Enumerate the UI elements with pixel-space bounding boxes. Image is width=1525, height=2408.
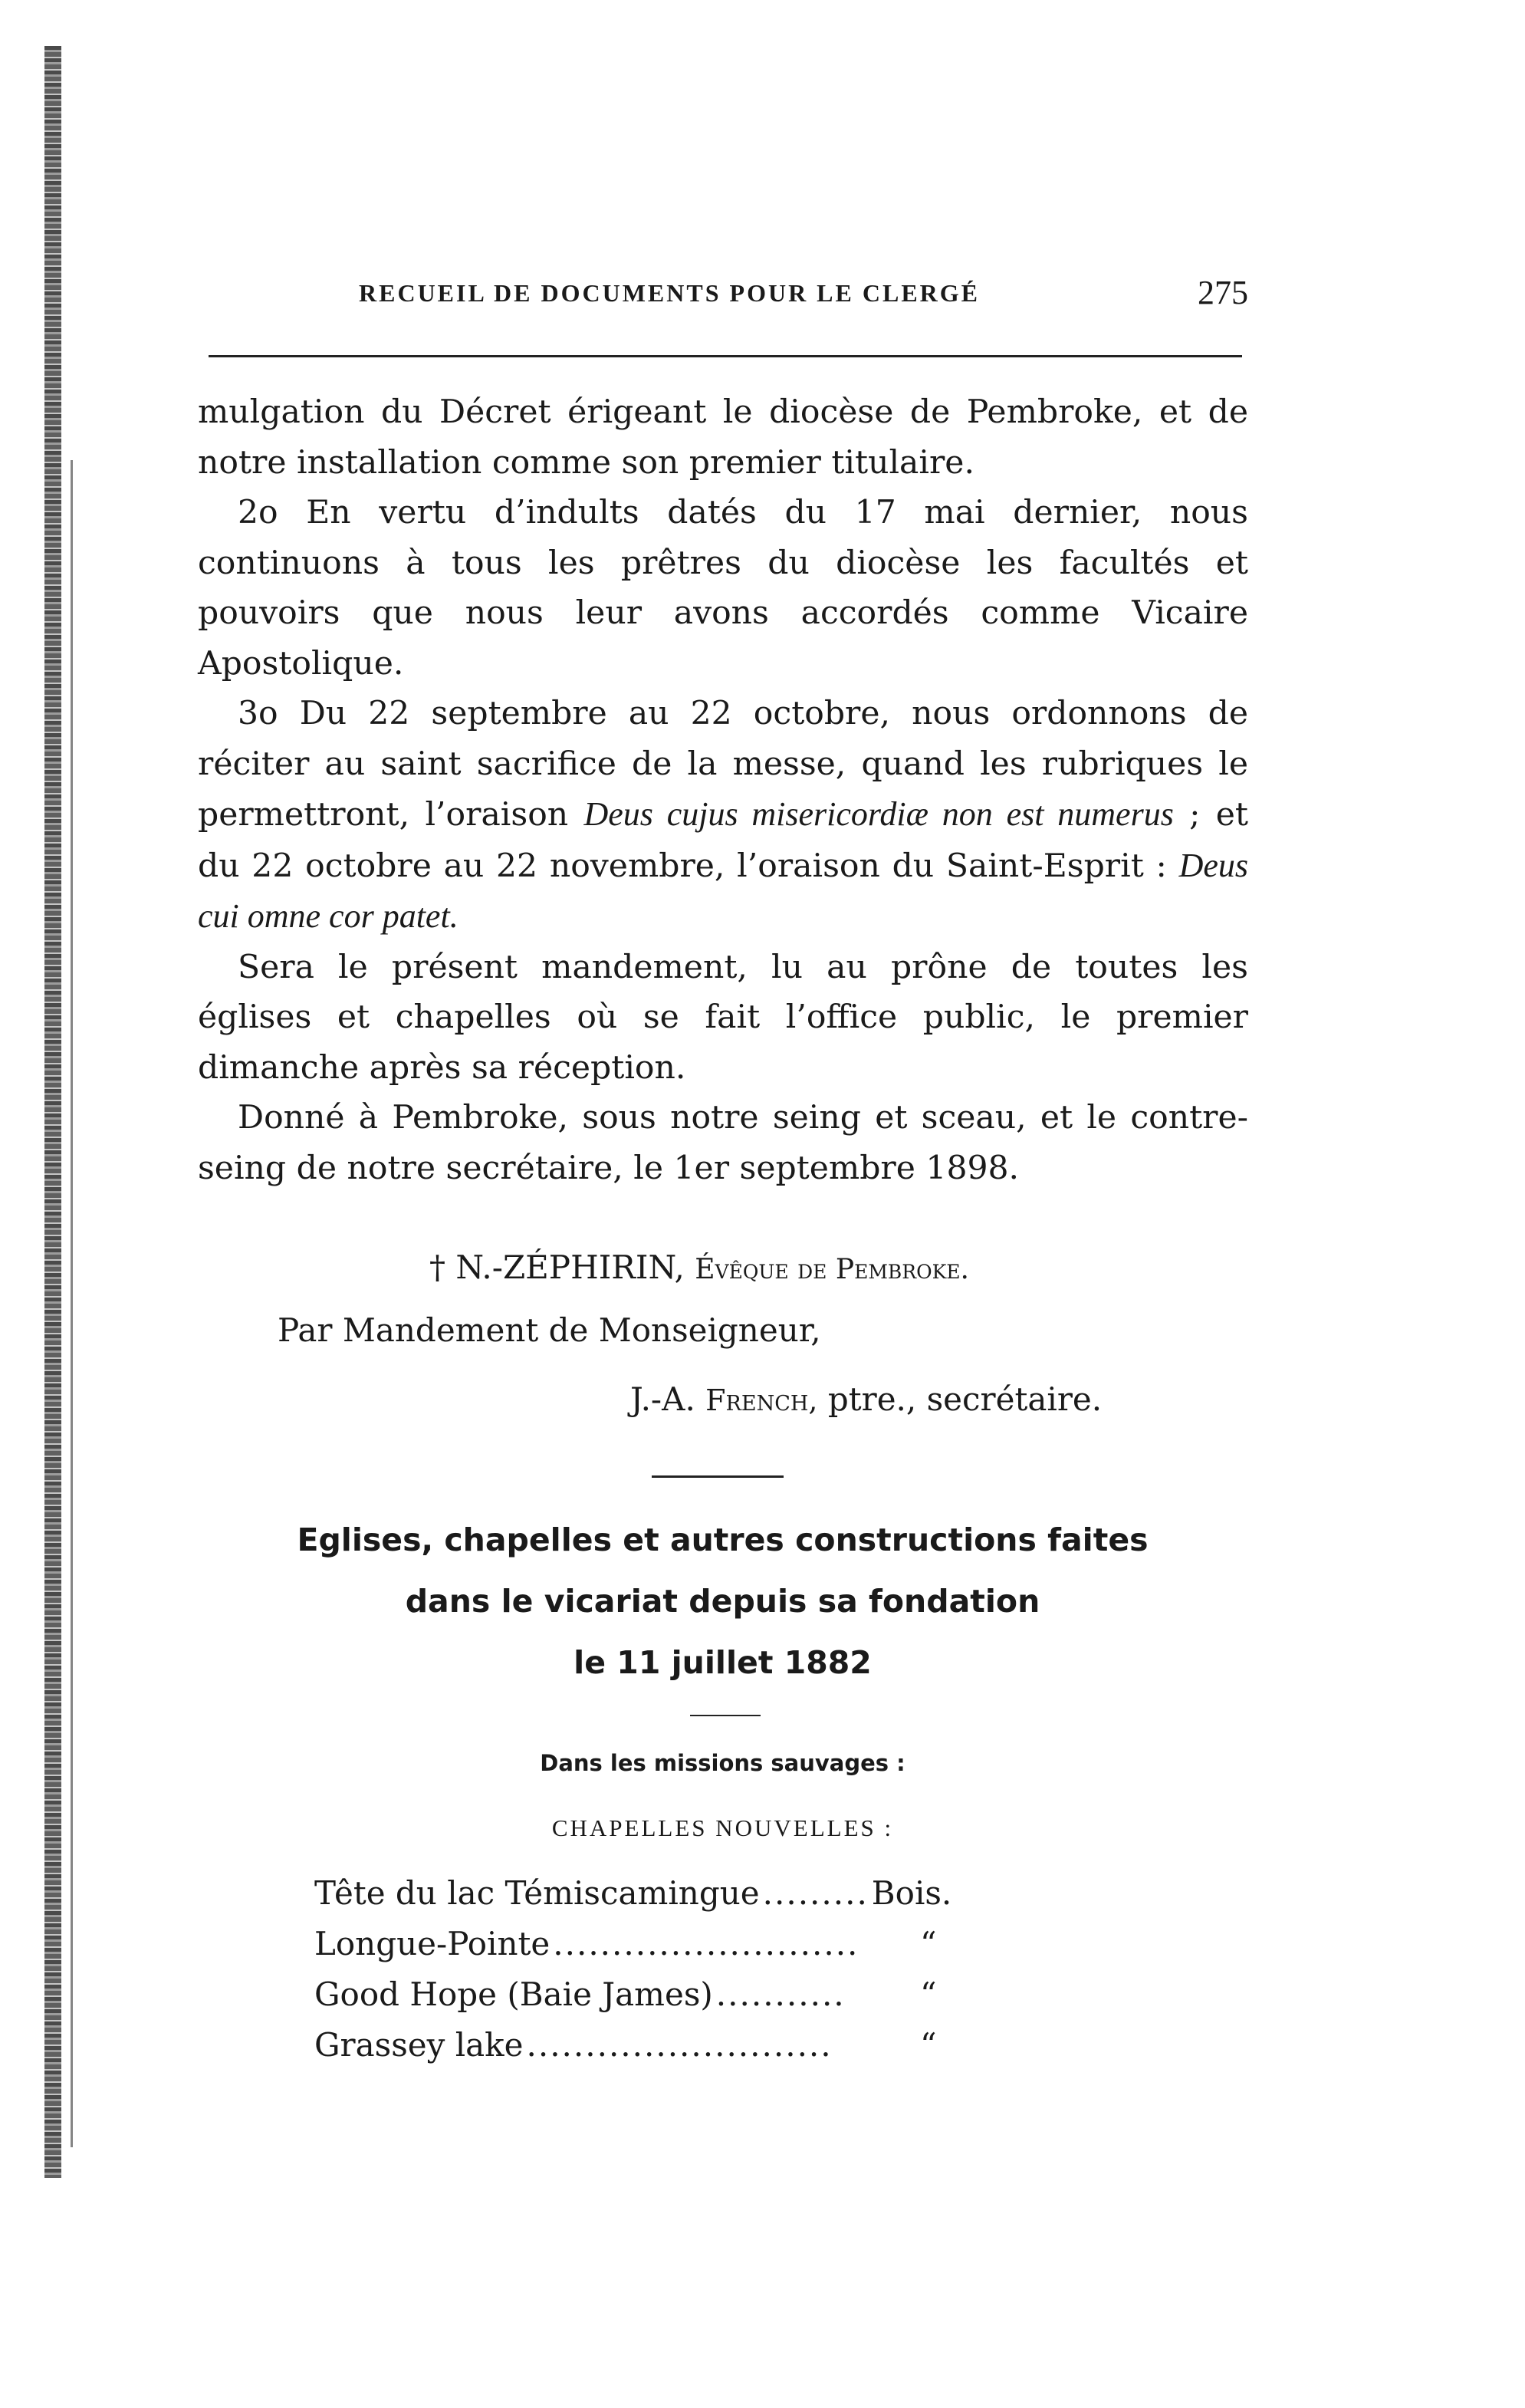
page-binding-edge <box>44 46 61 2178</box>
bishop-signature <box>429 1248 969 1286</box>
page-binding-line <box>71 460 73 2147</box>
paragraph-2: 2o En vertu d’indults datés du 17 mai dernier, nous continuons à tous les prêtres du diocèse les facultés et pouvoirs que nous leur avons accordés comme Vicaire Apostolique. <box>198 494 1248 683</box>
section-heading-line-2: dans le vicariat depuis sa fondation <box>405 1583 1040 1620</box>
bishop-title: Évêque de Pembroke. <box>695 1254 969 1285</box>
page-number: 275 <box>1198 274 1248 311</box>
chapel-material: “ <box>920 1975 937 2013</box>
chapel-material: “ <box>920 2026 937 2064</box>
chapelles-list <box>314 1874 1004 2077</box>
paragraph-4: Sera le présent mandement, lu au prône de toutes les églises et chapelles où se fait l’office public, le premier dimanche après sa réception. <box>198 948 1248 1087</box>
section-heading-line-3: le 11 juillet 1882 <box>574 1644 872 1681</box>
bishop-name: N.-ZÉPHIRIN, <box>455 1248 685 1286</box>
paragraph-continuation: mulgation du Décret érigeant le diocèse de Pembroke, et de notre installation comme son premier titulaire. <box>198 393 1248 482</box>
latin-prayer-2: Deus cui omne cor patet. <box>198 846 1248 935</box>
list-item <box>314 1874 1004 1925</box>
heading-rule <box>690 1715 761 1716</box>
section-heading-line-1: Eglises, chapelles et autres constructions faites <box>297 1521 1149 1558</box>
paragraph-5: Donné à Pembroke, sous notre seing et sceau, et le contre-seing de notre secrétaire, le 1er septembre 1898. <box>198 1099 1248 1187</box>
cross-icon: † <box>429 1248 445 1286</box>
header-rule <box>209 355 1242 357</box>
chapel-name: Good Hope (Baie James) <box>314 1975 713 2013</box>
running-head: RECUEIL DE DOCUMENTS POUR LE CLERGÉ <box>359 279 980 307</box>
chapel-material: Bois. <box>871 1874 952 1912</box>
chapel-material: “ <box>920 1925 937 1962</box>
page-header <box>359 273 1248 319</box>
leader-dots: .......................... <box>553 1925 859 1962</box>
paragraph-3 <box>198 689 1248 942</box>
list-item <box>314 1975 1004 2026</box>
mandate-line: Par Mandement de Monseigneur, <box>278 1311 821 1349</box>
leader-dots: ........... <box>715 1975 846 2013</box>
list-item <box>314 1925 1004 1975</box>
paragraph-3-text-a: 3o Du 22 septembre au 22 octobre, nous ordonnons de réciter au saint sacrifice de la messe, quand les rubriques le permettront, l’oraison <box>198 695 1248 834</box>
chapel-name: Longue-Pointe <box>314 1925 551 1962</box>
secretary-title: ptre., secrétaire. <box>827 1380 1103 1418</box>
leader-dots: .......................... <box>526 2026 833 2064</box>
secretary-name: French, <box>705 1383 818 1417</box>
missions-subheading: Dans les missions sauvages : <box>540 1750 905 1776</box>
chapelles-label: CHAPELLES NOUVELLES : <box>551 1814 894 1841</box>
paragraph-3-text-c: ; et du 22 octobre au 22 novembre, l’oraison du Saint-Esprit : <box>198 796 1249 885</box>
leader-dots: ......... <box>762 1874 869 1912</box>
secretary-initials: J.-A. <box>630 1380 695 1418</box>
chapel-name: Grassey lake <box>314 2026 524 2064</box>
list-item <box>314 2026 1004 2077</box>
secretary-signature <box>630 1380 1102 1418</box>
body-text <box>198 387 1248 1193</box>
chapel-name: Tête du lac Témiscamingue <box>314 1874 760 1912</box>
section-rule <box>652 1475 784 1478</box>
latin-prayer-1: Deus cujus misericordiæ non est numerus <box>583 795 1174 833</box>
